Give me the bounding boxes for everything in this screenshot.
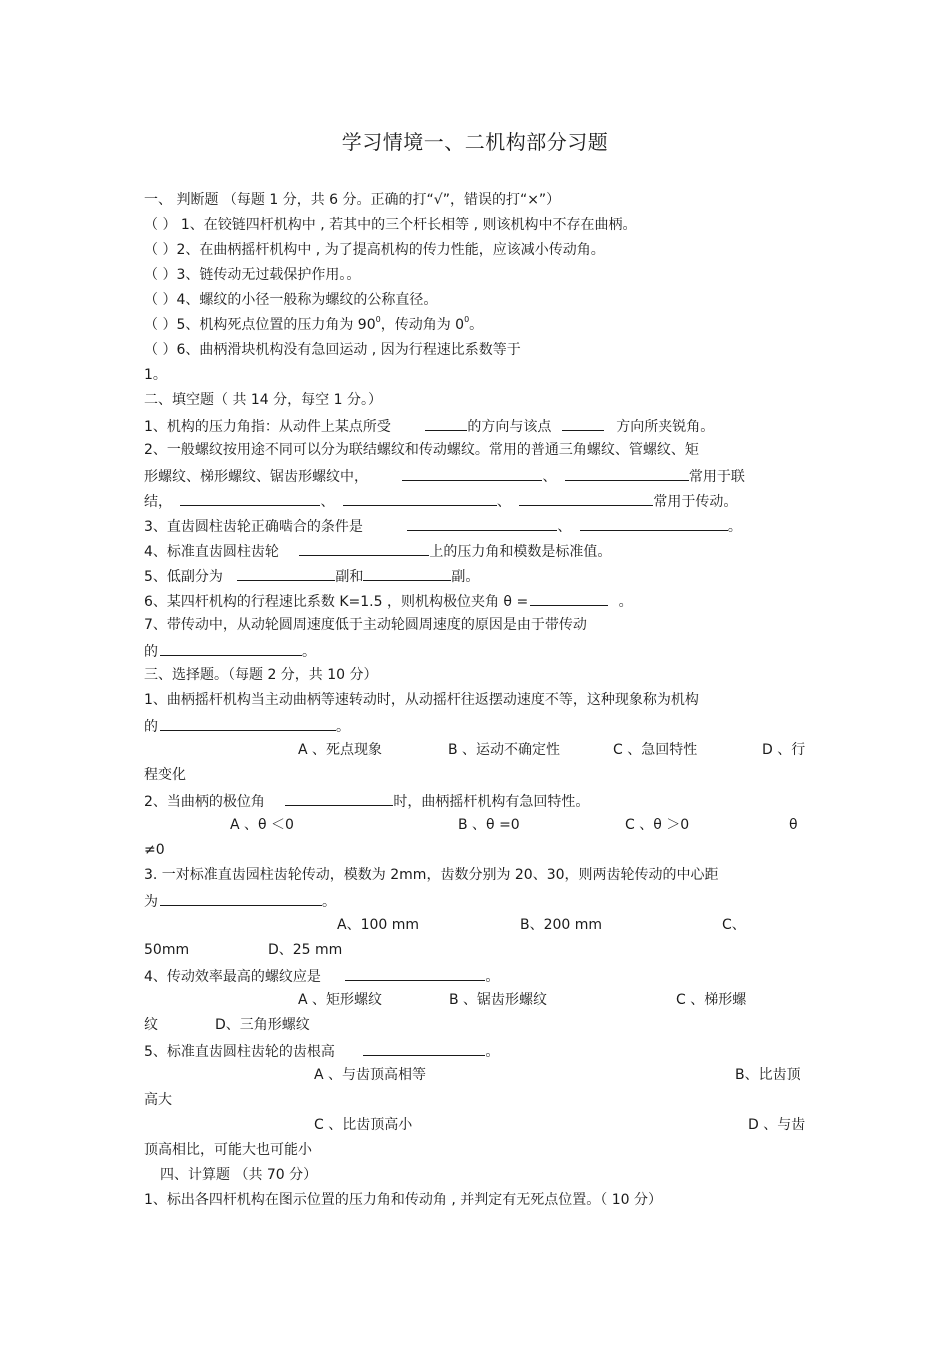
blank-field[interactable] [363,565,451,581]
s3-q1-option-b: B 、运动不确定性 [448,742,561,758]
s3-q2-text-a: 2、当曲柄的极位角 [144,794,265,810]
blank-field[interactable] [580,515,728,531]
s4-question-1: 1、标出各四杆机构在图示位置的压力角和传动角 , 并判定有无死点位置。（ 10 分） [144,1192,662,1208]
s3-q2-option-d-cont: ≠0 [144,842,165,858]
s2-q1-text-a: 1、机构的压力角指：从动件上某点所受 [144,419,391,435]
s2-question-7-line-2 [144,640,316,662]
s2-question-4 [144,540,611,562]
s2-q4-text-a: 4、标准直齿圆柱齿轮 [144,544,279,560]
blank-field[interactable] [299,540,429,556]
s1-question-5 [144,315,483,335]
separator: 、 [320,494,335,510]
s2-question-5 [144,565,479,587]
s2-q2-text-c: 结， [144,494,172,510]
s3-question-1-line-1: 1、曲柄摇杆机构当主动曲柄等速转动时，从动摇杆往返摆动速度不等，这种现象称为机构 [144,692,699,708]
s1-q5-text-a: （ ）5、机构死点位置的压力角为 90 [144,317,376,333]
s3-q1-text-a: 的 [144,719,158,735]
s3-q4-option-c-cont: 纹 [144,1017,158,1033]
s3-q4-option-a: A 、矩形螺纹 [298,992,383,1008]
s2-q6-text-a: 6、某四杆机构的行程速比系数 K=1.5 ，则机构极位夹角 θ = [144,594,529,610]
s2-q5-text-b: 副和 [335,569,364,585]
s2-question-6 [144,590,633,612]
s3-q4-option-d: D、三角形螺纹 [215,1017,310,1033]
s2-q5-text-c: 副。 [451,569,480,585]
s1-question-6-cont: 1。 [144,367,167,383]
separator: 、 [542,469,557,485]
blank-field[interactable] [402,465,542,481]
s3-q4-option-b: B 、锯齿形螺纹 [449,992,548,1008]
section-3-heading: 三、选择题。（每题 2 分，共 10 分） [144,667,378,683]
blank-field[interactable] [285,790,393,806]
s3-q1-option-a: A 、死点现象 [298,742,383,758]
s3-q5-option-d: D 、与齿 [748,1117,806,1133]
separator: 、 [496,494,511,510]
blank-field[interactable] [407,515,557,531]
s3-q1-option-d-cont: 程变化 [144,767,186,783]
blank-field[interactable] [160,640,302,656]
s3-q2-option-d: θ [789,817,798,833]
s3-q4-option-c: C 、梯形螺 [676,992,747,1008]
s3-q5-option-d-cont: 顶高相比，可能大也可能小 [144,1142,312,1158]
s3-question-5 [144,1040,499,1062]
s2-question-2-line-1: 2、一般螺纹按用途不同可以分为联结螺纹和传动螺纹。常用的普通三角螺纹、管螺纹、矩 [144,442,699,458]
blank-field[interactable] [345,965,485,981]
s3-q5-option-c: C 、比齿顶高小 [314,1117,413,1133]
s3-q2-option-a: A 、θ ＜0 [230,817,294,833]
s3-q4-text-a: 4、传动效率最高的螺纹应是 [144,969,321,985]
s3-q1-text-b: 。 [336,719,350,735]
s1-q5-text-b: ，传动角为 0 [380,317,465,333]
s3-question-3-line-2 [144,890,336,912]
s3-q2-text-b: 时，曲柄摇杆机构有急回特性。 [393,794,590,810]
s3-q3-option-d: D、25 mm [268,942,343,958]
s2-q3-text-a: 3、直齿圆柱齿轮正确啮合的条件是 [144,519,363,535]
s3-question-2 [144,790,589,812]
degree-mark: 0 [375,315,381,324]
s3-q4-text-b: 。 [485,969,500,985]
s2-q1-text-c: 方向所夹锐角。 [616,419,715,435]
s2-q5-text-a: 5、低副分为 [144,569,223,585]
s2-q6-text-b: 。 [618,594,633,610]
s1-question-2: （ ）2、在曲柄摇杆机构中 , 为了提高机构的传力性能，应该减小传动角。 [144,242,605,258]
s3-q1-option-c: C 、急回特性 [613,742,698,758]
s2-q2-text-a: 形螺纹、梯形螺纹、锯齿形螺纹中， [144,469,368,485]
s3-q5-text-a: 5、标准直齿圆柱齿轮的齿根高 [144,1044,335,1060]
s2-q3-end: 。 [727,519,742,535]
s3-question-3-line-1: 3. 一对标准直齿园柱齿轮传动，模数为 2mm，齿数分别为 20、30，则两齿轮传动的中心距 [144,867,719,883]
s3-q5-option-a: A 、与齿顶高相等 [314,1067,427,1083]
s1-question-3: （ ）3、链传动无过载保护作用。。 [144,267,361,283]
page-title: 学习情境一、二机构部分习题 [341,130,609,154]
s3-q3-option-b: B、200 mm [520,917,603,933]
s3-q3-text-a: 为 [144,894,158,910]
blank-field[interactable] [180,490,320,506]
s3-q3-option-c-cont: 50mm [144,942,190,958]
section-1-heading: 一、 判断题 （每题 1 分，共 6 分。正确的打“√”，错误的打“×”） [144,192,561,208]
blank-field[interactable] [343,490,497,506]
separator: 、 [557,519,572,535]
s3-q5-option-b-cont: 高大 [144,1092,172,1108]
blank-field[interactable] [562,415,604,431]
s3-q3-option-c: C、 [722,917,746,933]
s3-question-1-line-2 [144,715,350,737]
blank-field[interactable] [519,490,653,506]
section-2-heading: 二、填空题（ 共 14 分，每空 1 分。） [144,392,382,408]
s3-q1-option-d: D 、行 [762,742,806,758]
s2-question-1 [144,415,714,437]
blank-field[interactable] [237,565,335,581]
s3-question-4 [144,965,499,987]
s3-q5-option-b: B、比齿顶 [735,1067,801,1083]
s3-q2-option-c: C 、θ ＞0 [625,817,690,833]
s2-q2-text-b: 常用于联 [688,469,745,485]
s2-question-7-line-1: 7、带传动中，从动轮圆周速度低于主动轮圆周速度的原因是由于带传动 [144,617,587,633]
s1-question-1: （ ） 1、在铰链四杆机构中 , 若其中的三个杆长相等 , 则该机构中不存在曲柄。 [144,217,637,233]
s3-q3-text-b: 。 [322,894,336,910]
blank-field[interactable] [160,890,322,906]
blank-field[interactable] [425,415,467,431]
s2-question-2-line-3 [144,490,737,512]
section-4-heading: 四、计算题 （共 70 分） [160,1167,318,1183]
blank-field[interactable] [363,1040,485,1056]
s2-q2-text-d: 常用于传动。 [653,494,738,510]
s2-q4-text-b: 上的压力角和模数是标准值。 [429,544,612,560]
s1-q5-text-c: 。 [469,317,484,333]
s3-q5-text-b: 。 [485,1044,500,1060]
degree-mark: 0 [464,315,470,324]
blank-field[interactable] [160,715,336,731]
s1-question-6: （ ）6、曲柄滑块机构没有急回运动 , 因为行程速比系数等于 [144,342,521,358]
s2-q7-text-a: 的 [144,644,158,660]
blank-field[interactable] [530,590,608,606]
s2-q7-text-b: 。 [302,644,316,660]
s2-question-2-line-2 [144,465,745,487]
s1-question-4: （ ）4、螺纹的小径一般称为螺纹的公称直径。 [144,292,438,308]
s3-q3-option-a: A、100 mm [337,917,420,933]
s2-question-3 [144,515,742,537]
s3-q2-option-b: B 、θ =0 [458,817,520,833]
blank-field[interactable] [565,465,689,481]
s2-q1-text-b: 的方向与该点 [467,419,552,435]
